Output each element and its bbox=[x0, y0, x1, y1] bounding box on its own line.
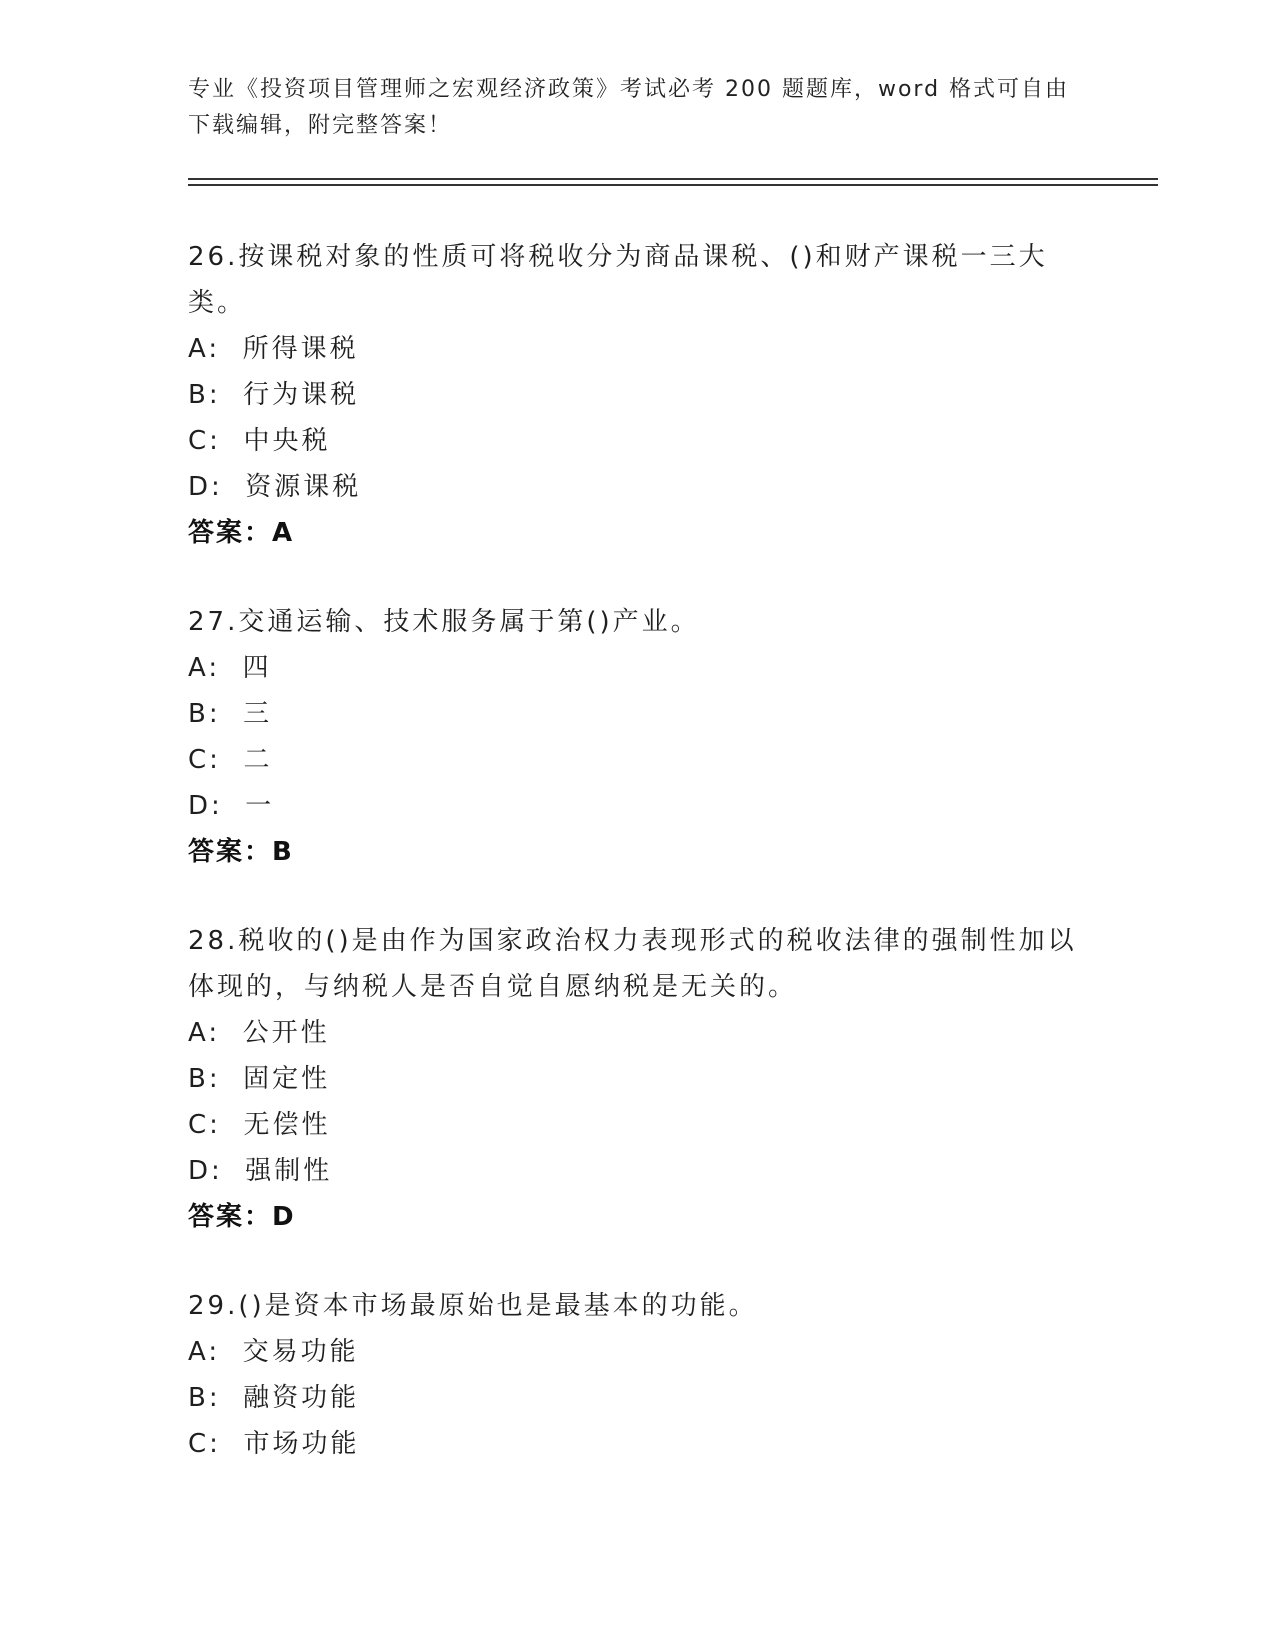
question-stem: 26.按课税对象的性质可将税收分为商品课税、()和财产课税一三大类。 bbox=[188, 242, 1048, 318]
option-d: D: 资源课税 bbox=[188, 472, 362, 502]
option-b: B: 融资功能 bbox=[188, 1383, 360, 1413]
option-c: C: 二 bbox=[188, 745, 273, 775]
option-c: C: 市场功能 bbox=[188, 1429, 360, 1459]
option-b: B: 行为课税 bbox=[188, 380, 360, 410]
question-stem: 28.税收的()是由作为国家政治权力表现形式的税收法律的强制性加以体现的，与纳税人是否自觉自愿纳税是无关的。 bbox=[188, 926, 1077, 1002]
option-c: C: 无偿性 bbox=[188, 1110, 331, 1140]
question-26 bbox=[188, 234, 1088, 556]
header-rule-top bbox=[188, 178, 1158, 180]
option-a: A: 所得课税 bbox=[188, 334, 359, 364]
option-d: D: 一 bbox=[188, 791, 275, 821]
question-stem: 27.交通运输、技术服务属于第()产业。 bbox=[188, 607, 700, 637]
answer: 答案：A bbox=[188, 518, 295, 548]
answer: 答案：D bbox=[188, 1202, 296, 1232]
header-rule-bottom bbox=[188, 184, 1158, 186]
answer: 答案：B bbox=[188, 837, 294, 867]
document-header: 专业《投资项目管理师之宏观经济政策》考试必考 200 题题库，word 格式可自由下载编辑，附完整答案！ bbox=[188, 77, 1070, 138]
question-stem: 29.()是资本市场最原始也是最基本的功能。 bbox=[188, 1291, 758, 1321]
question-28 bbox=[188, 918, 1088, 1240]
option-c: C: 中央税 bbox=[188, 426, 331, 456]
option-a: A: 四 bbox=[188, 653, 272, 683]
question-27 bbox=[188, 599, 1088, 875]
option-d: D: 强制性 bbox=[188, 1156, 333, 1186]
option-b: B: 三 bbox=[188, 699, 273, 729]
question-29 bbox=[188, 1283, 1088, 1467]
option-a: A: 交易功能 bbox=[188, 1337, 359, 1367]
option-b: B: 固定性 bbox=[188, 1064, 331, 1094]
option-a: A: 公开性 bbox=[188, 1018, 330, 1048]
